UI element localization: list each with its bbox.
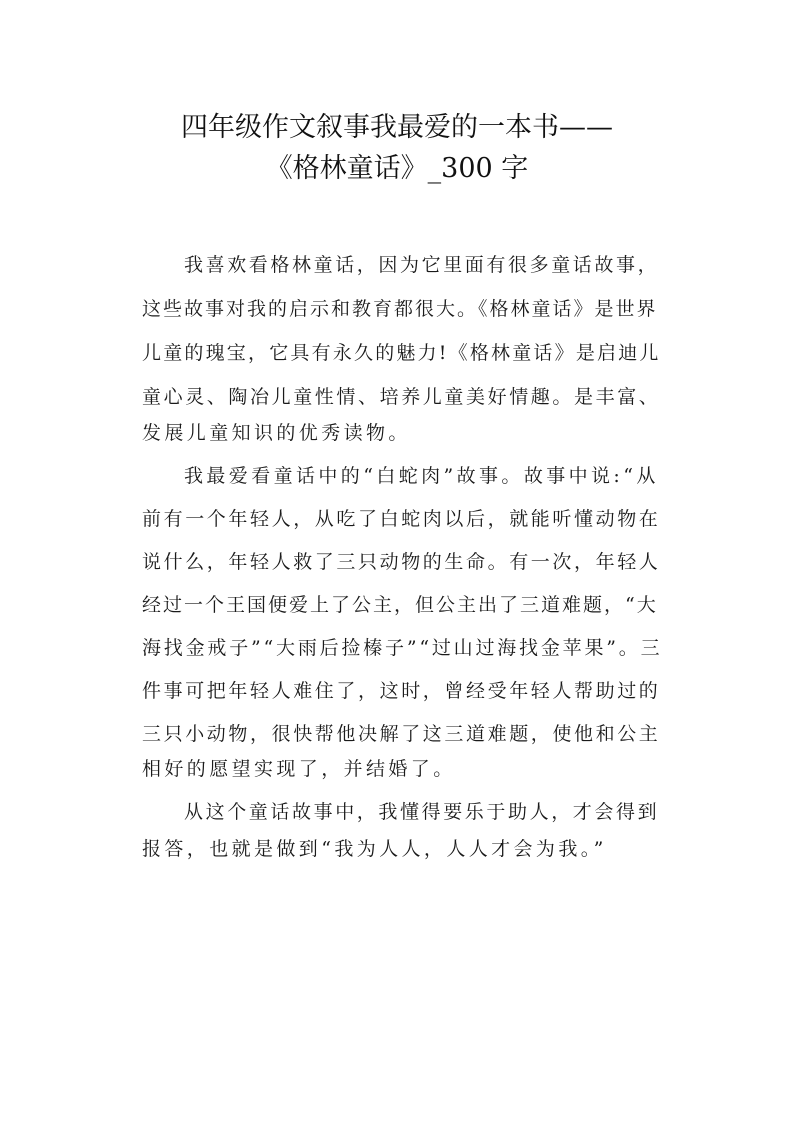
- paragraph-1-line-5: 发展儿童知识的优秀读物。: [142, 422, 411, 444]
- paragraph-2-line-7: 三只小动物，很快帮他决解了这三道难题，使他和公主: [142, 723, 661, 745]
- paragraph-2-line-4: 经过一个王国便爱上了公主，但公主出了三道难题，“大: [142, 594, 658, 616]
- paragraph-2-line-6: 件事可把年轻人难住了，这时，曾经受年轻人帮助过的: [142, 680, 661, 702]
- paragraph-3-line-2: 报答，也就是做到“我为人人，人人才会为我。”: [142, 838, 607, 860]
- paragraph-2-line-1: 我最爱看童话中的“白蛇肉”故事。故事中说:“从: [184, 465, 659, 487]
- paragraph-1-line-3: 儿童的瑰宝，它具有永久的魅力!《格林童话》是启迪儿: [142, 342, 661, 364]
- document-title-line-1: 四年级作文叙事我最爱的一本书——: [181, 112, 613, 143]
- paragraph-2-line-3: 说什么，年轻人救了三只动物的生命。有一次，年轻人: [142, 551, 661, 573]
- paragraph-2-line-2: 前有一个年轻人，从吃了白蛇肉以后，就能听懂动物在: [142, 508, 661, 530]
- paragraph-1-line-1: 我喜欢看格林童话，因为它里面有很多童话故事，: [184, 254, 660, 276]
- paragraph-1-line-4: 童心灵、陶冶儿童性情、培养儿童美好情趣。是丰富、: [142, 386, 661, 408]
- paragraph-2-line-8: 相好的愿望实现了，并结婚了。: [142, 758, 456, 780]
- paragraph-3-line-1: 从这个童话故事中，我懂得要乐于助人，才会得到: [184, 801, 660, 823]
- paragraph-2-line-5: 海找金戒子”“大雨后捡榛子”“过山过海找金苹果”。三: [142, 637, 663, 659]
- document-title-line-2: 《格林童话》_300 字: [265, 153, 529, 184]
- paragraph-1-line-2: 这些故事对我的启示和教育都很大。《格林童话》是世界: [142, 298, 658, 320]
